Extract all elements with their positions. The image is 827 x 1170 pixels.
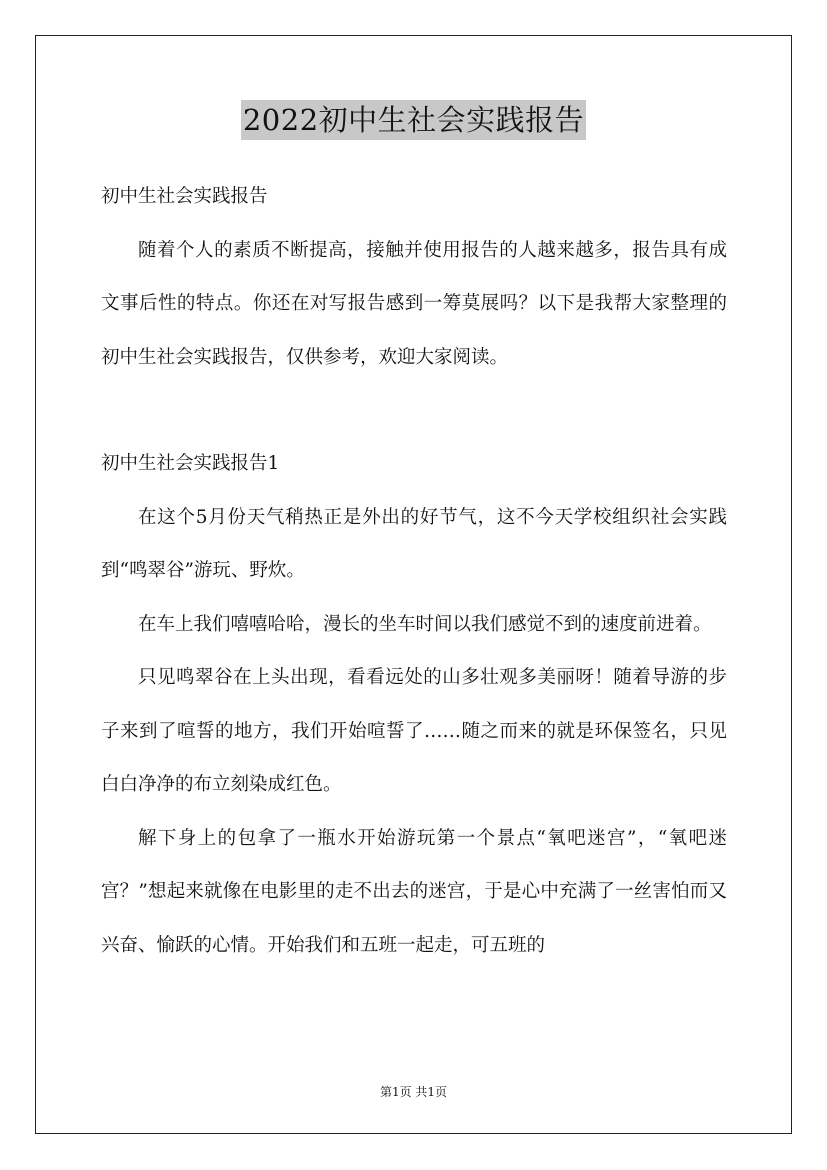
document-body bbox=[101, 170, 727, 972]
body-paragraph: 解下身上的包拿了一瓶水开始游玩第一个景点“氧吧迷宫”，“氧吧迷宫？”想起来就像在电影里的走不出去的迷宫，于是心中充满了一丝害怕而又兴奋、愉跃的心情。开始我们和五班一起走，可五班的 bbox=[101, 827, 727, 956]
paragraph-spacer bbox=[101, 384, 727, 437]
document-subtitle: 初中生社会实践报告 bbox=[101, 186, 268, 207]
intro-paragraph: 随着个人的素质不断提高，接触并使用报告的人越来越多，报告具有成文事后性的特点。你还在对写报告感到一筹莫展吗？以下是我帮大家整理的初中生社会实践报告，仅供参考，欢迎大家阅读。 bbox=[101, 239, 727, 368]
document-title: 2022初中生社会实践报告 bbox=[241, 100, 586, 140]
body-paragraph: 在车上我们嘻嘻哈哈，漫长的坐车时间以我们感觉不到的速度前进着。 bbox=[138, 613, 712, 635]
page-footer: 第1页 共1页 bbox=[379, 1085, 448, 1099]
title-container bbox=[0, 100, 827, 140]
section-heading: 初中生社会实践报告1 bbox=[101, 453, 280, 474]
body-paragraph: 只见鸣翠谷在上头出现，看看远处的山多壮观多美丽呀！随着导游的步子来到了喧誓的地方，我们开始喧誓了……随之而来的就是环保签名，只见白白净净的布立刻染成红色。 bbox=[101, 667, 727, 795]
body-paragraph: 在这个5月份天气稍热正是外出的好节气，这不今天学校组织社会实践到“鸣翠谷”游玩、野炊。 bbox=[101, 506, 727, 581]
